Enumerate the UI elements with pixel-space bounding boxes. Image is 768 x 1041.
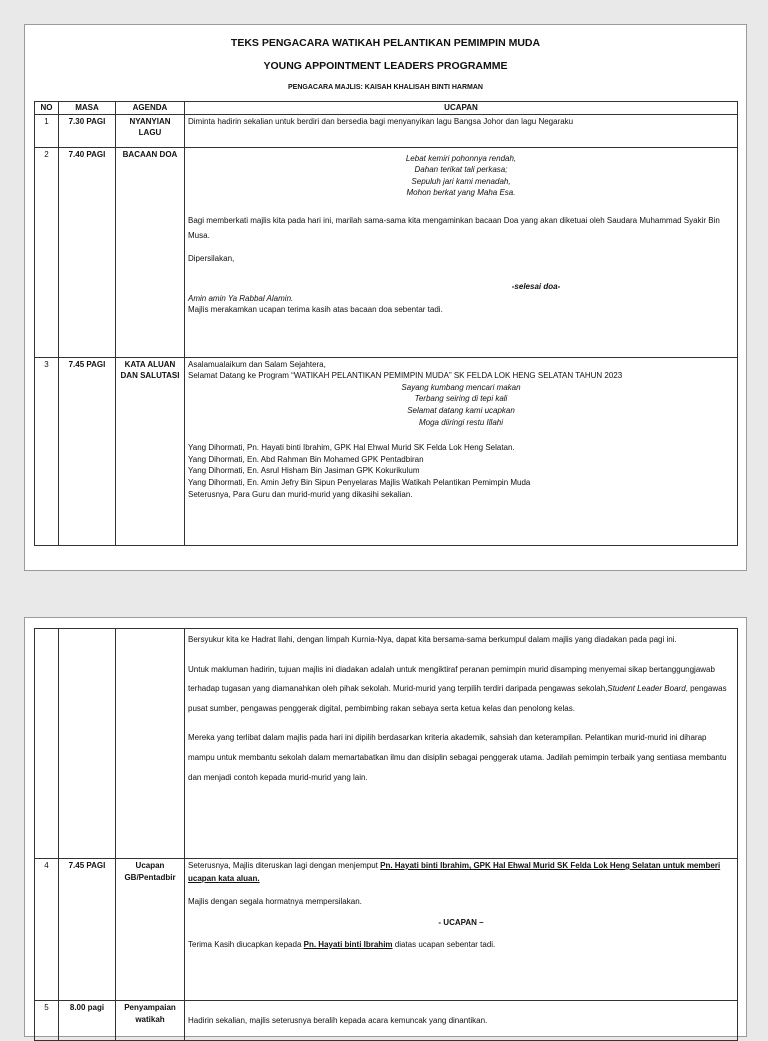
row-no: 3 [35, 357, 59, 545]
selesai-doa: -selesai doa- [511, 281, 561, 291]
doa-closing: Majlis merakamkan ucapan terima kasih atas bacaan doa sebentar tadi. [188, 305, 443, 315]
student-leader-board: Student Leader Board [607, 684, 686, 694]
jemputan-name: Pn. Hayati binti Ibrahim, GPK Hal Ehwal Murid SK Felda Lok Heng Selatan untuk memberi ucapan kata aluan. [188, 861, 721, 883]
table-header-row [35, 102, 738, 115]
row-no [35, 629, 59, 859]
row-masa: 7.40 PAGI [59, 147, 116, 357]
pantun-line: Selamat datang kami ucapkan [407, 405, 515, 415]
pantun-line: Dahan terikat tali perkasa; [414, 165, 508, 175]
kriteria-text: Mereka yang terlibat dalam majlis pada hari ini dipilih berdasarkan kriteria akademik, sahsiah dan keterampilan. Pelantikan murid-murid ini diharap mampu untuk membantu sekolah dalam memartabatkan ilmu dan disiplin sebagai penggerak utama. Jadilah pemimpin terbaik yang sentiasa membantu dan menjadi contoh kepada murid-murid yang lain. [188, 733, 727, 782]
mempersilakan-text: Majlis dengan segala hormatnya mempersilakan. [188, 896, 362, 906]
col-header-ucapan: UCAPAN [185, 102, 738, 115]
table-row [35, 357, 738, 545]
row-no: 2 [35, 147, 59, 357]
col-header-masa: MASA [59, 102, 116, 115]
row-ucapan [185, 147, 738, 357]
pantun-line: Sepuluh jari kami menadah, [411, 176, 511, 186]
row-agenda: Ucapan GB/Pentadbir [116, 859, 185, 1001]
row-masa [59, 629, 116, 859]
acara-kemuncak-text: Hadirin sekalian, majlis seterusnya beralih kepada acara kemuncak yang dinantikan. [188, 1016, 488, 1025]
document-subtitle: YOUNG APPOINTMENT LEADERS PROGRAMME [263, 60, 508, 72]
col-header-no: NO [35, 102, 59, 115]
salam-text: Asalamualaikum dan Salam Sejahtera, [188, 359, 326, 369]
terima-kasih-text: Terima Kasih diucapkan kepada Pn. Hayati binti Ibrahim diatas ucapan sebentar tadi. [188, 939, 496, 949]
salutation-line: Seterusnya, Para Guru dan murid-murid yang dikasihi sekalian. [188, 489, 413, 499]
row-masa: 7.45 PAGI [59, 357, 116, 545]
table-row [35, 147, 738, 357]
document-title: TEKS PENGACARA WATIKAH PELANTIKAN PEMIMPIN MUDA [230, 37, 541, 49]
pantun-line: Sayang kumbang mencari makan [401, 382, 521, 392]
row-ucapan [185, 1001, 738, 1041]
salutation-line: Yang Dihormati, Pn. Hayati binti Ibrahim, GPK Hal Ehwal Murid SK Felda Lok Heng Selatan. [188, 443, 515, 453]
table-row [35, 114, 738, 147]
programme-table-continued [34, 628, 738, 1041]
salutation-line: Yang Dihormati, En. Abd Rahman Bin Mohamed GPK Pentadbiran [188, 454, 424, 464]
row-masa: 7.30 PAGI [59, 114, 116, 147]
row-agenda [116, 629, 185, 859]
document-page-2 [24, 617, 747, 1037]
pantun-line: Moga diiringi restu Illahi [418, 417, 504, 427]
programme-table [34, 101, 738, 546]
row-masa: 8.00 pagi [59, 1001, 116, 1041]
amin-text: Amin amin Ya Rabbal Alamin. [188, 293, 294, 303]
row-agenda: BACAAN DOA [116, 147, 185, 357]
doa-intro: Bagi memberkati majlis kita pada hari ini, marilah sama-sama kita mengaminkan bacaan Doa yang akan diketuai oleh Saudara Muhammad Syakir Bin Musa. [188, 215, 720, 241]
dipersilakan-text: Dipersilakan, [188, 254, 235, 264]
row-ucapan [185, 859, 738, 1001]
selamat-datang-text: Selamat Datang ke Program “WATIKAH PELANTIKAN PEMIMPIN MUDA” SK FELDA LOK HENG SELATAN TAHUN 2023 [188, 371, 623, 381]
row-ucapan [185, 357, 738, 545]
ucapan-marker: - UCAPAN – [438, 918, 484, 928]
row-agenda: Penyampaian watikah [116, 1001, 185, 1041]
salutation-line: Yang Dihormati, En. Asrul Hisham Bin Jasiman GPK Kokurikulum [188, 466, 420, 476]
bersyukur-text: Bersyukur kita ke Hadrat Ilahi, dengan limpah Kurnia-Nya, dapat kita bersama-sama berkumpul dalam majlis yang diadakan pada pagi ini. [188, 635, 677, 644]
emcee-line: PENGACARA MAJLIS: KAISAH KHALISAH BINTI HARMAN [288, 84, 483, 91]
pantun-line: Mohon berkat yang Maha Esa. [406, 188, 516, 198]
row-ucapan [185, 629, 738, 859]
row-no: 1 [35, 114, 59, 147]
table-row [35, 859, 738, 1001]
row-masa: 7.45 PAGI [59, 859, 116, 1001]
jemputan-text: Seterusnya, Majlis diteruskan lagi dengan menjemput Pn. Hayati binti Ibrahim, GPK Hal Ehwal Murid SK Felda Lok Heng Selatan untuk memberi ucapan kata aluan. [188, 861, 721, 883]
terima-kasih-name: Pn. Hayati binti Ibrahim [303, 939, 393, 949]
row-no: 4 [35, 859, 59, 1001]
document-page-1 [24, 24, 747, 571]
pantun-line: Terbang seiring di tepi kali [414, 394, 508, 404]
col-header-agenda: AGENDA [116, 102, 185, 115]
table-row [35, 629, 738, 859]
salutation-line: Yang Dihormati, En. Amin Jefry Bin Sipun Penyelaras Majlis Watikah Pelantikan Pemimpin Muda [188, 477, 531, 487]
table-row [35, 1001, 738, 1041]
row-agenda: NYANYIAN LAGU [116, 114, 185, 147]
tujuan-majlis-text: Untuk makluman hadirin, tujuan majlis ini diadakan adalah untuk mengiktiraf peranan pemimpin murid disamping menyemai sikap bertanggungjawab terhadap tugasan yang diamanahkan oleh pihak sekolah. Murid-murid yang terpilih terdiri daripada pengawas sekolah,Student Leader Board, pengawas pusat sumber, pengawas penggerak digital, pembimbing rakan sebaya serta ketua kelas dan penolong kelas. [188, 664, 727, 713]
row-no: 5 [35, 1001, 59, 1041]
row-agenda: KATA ALUAN DAN SALUTASI [116, 357, 185, 545]
pantun-line: Lebat kemiri pohonnya rendah, [405, 153, 517, 163]
row-ucapan: Diminta hadirin sekalian untuk berdiri dan bersedia bagi menyanyikan lagu Bangsa Johor dan lagu Negaraku [185, 114, 738, 147]
